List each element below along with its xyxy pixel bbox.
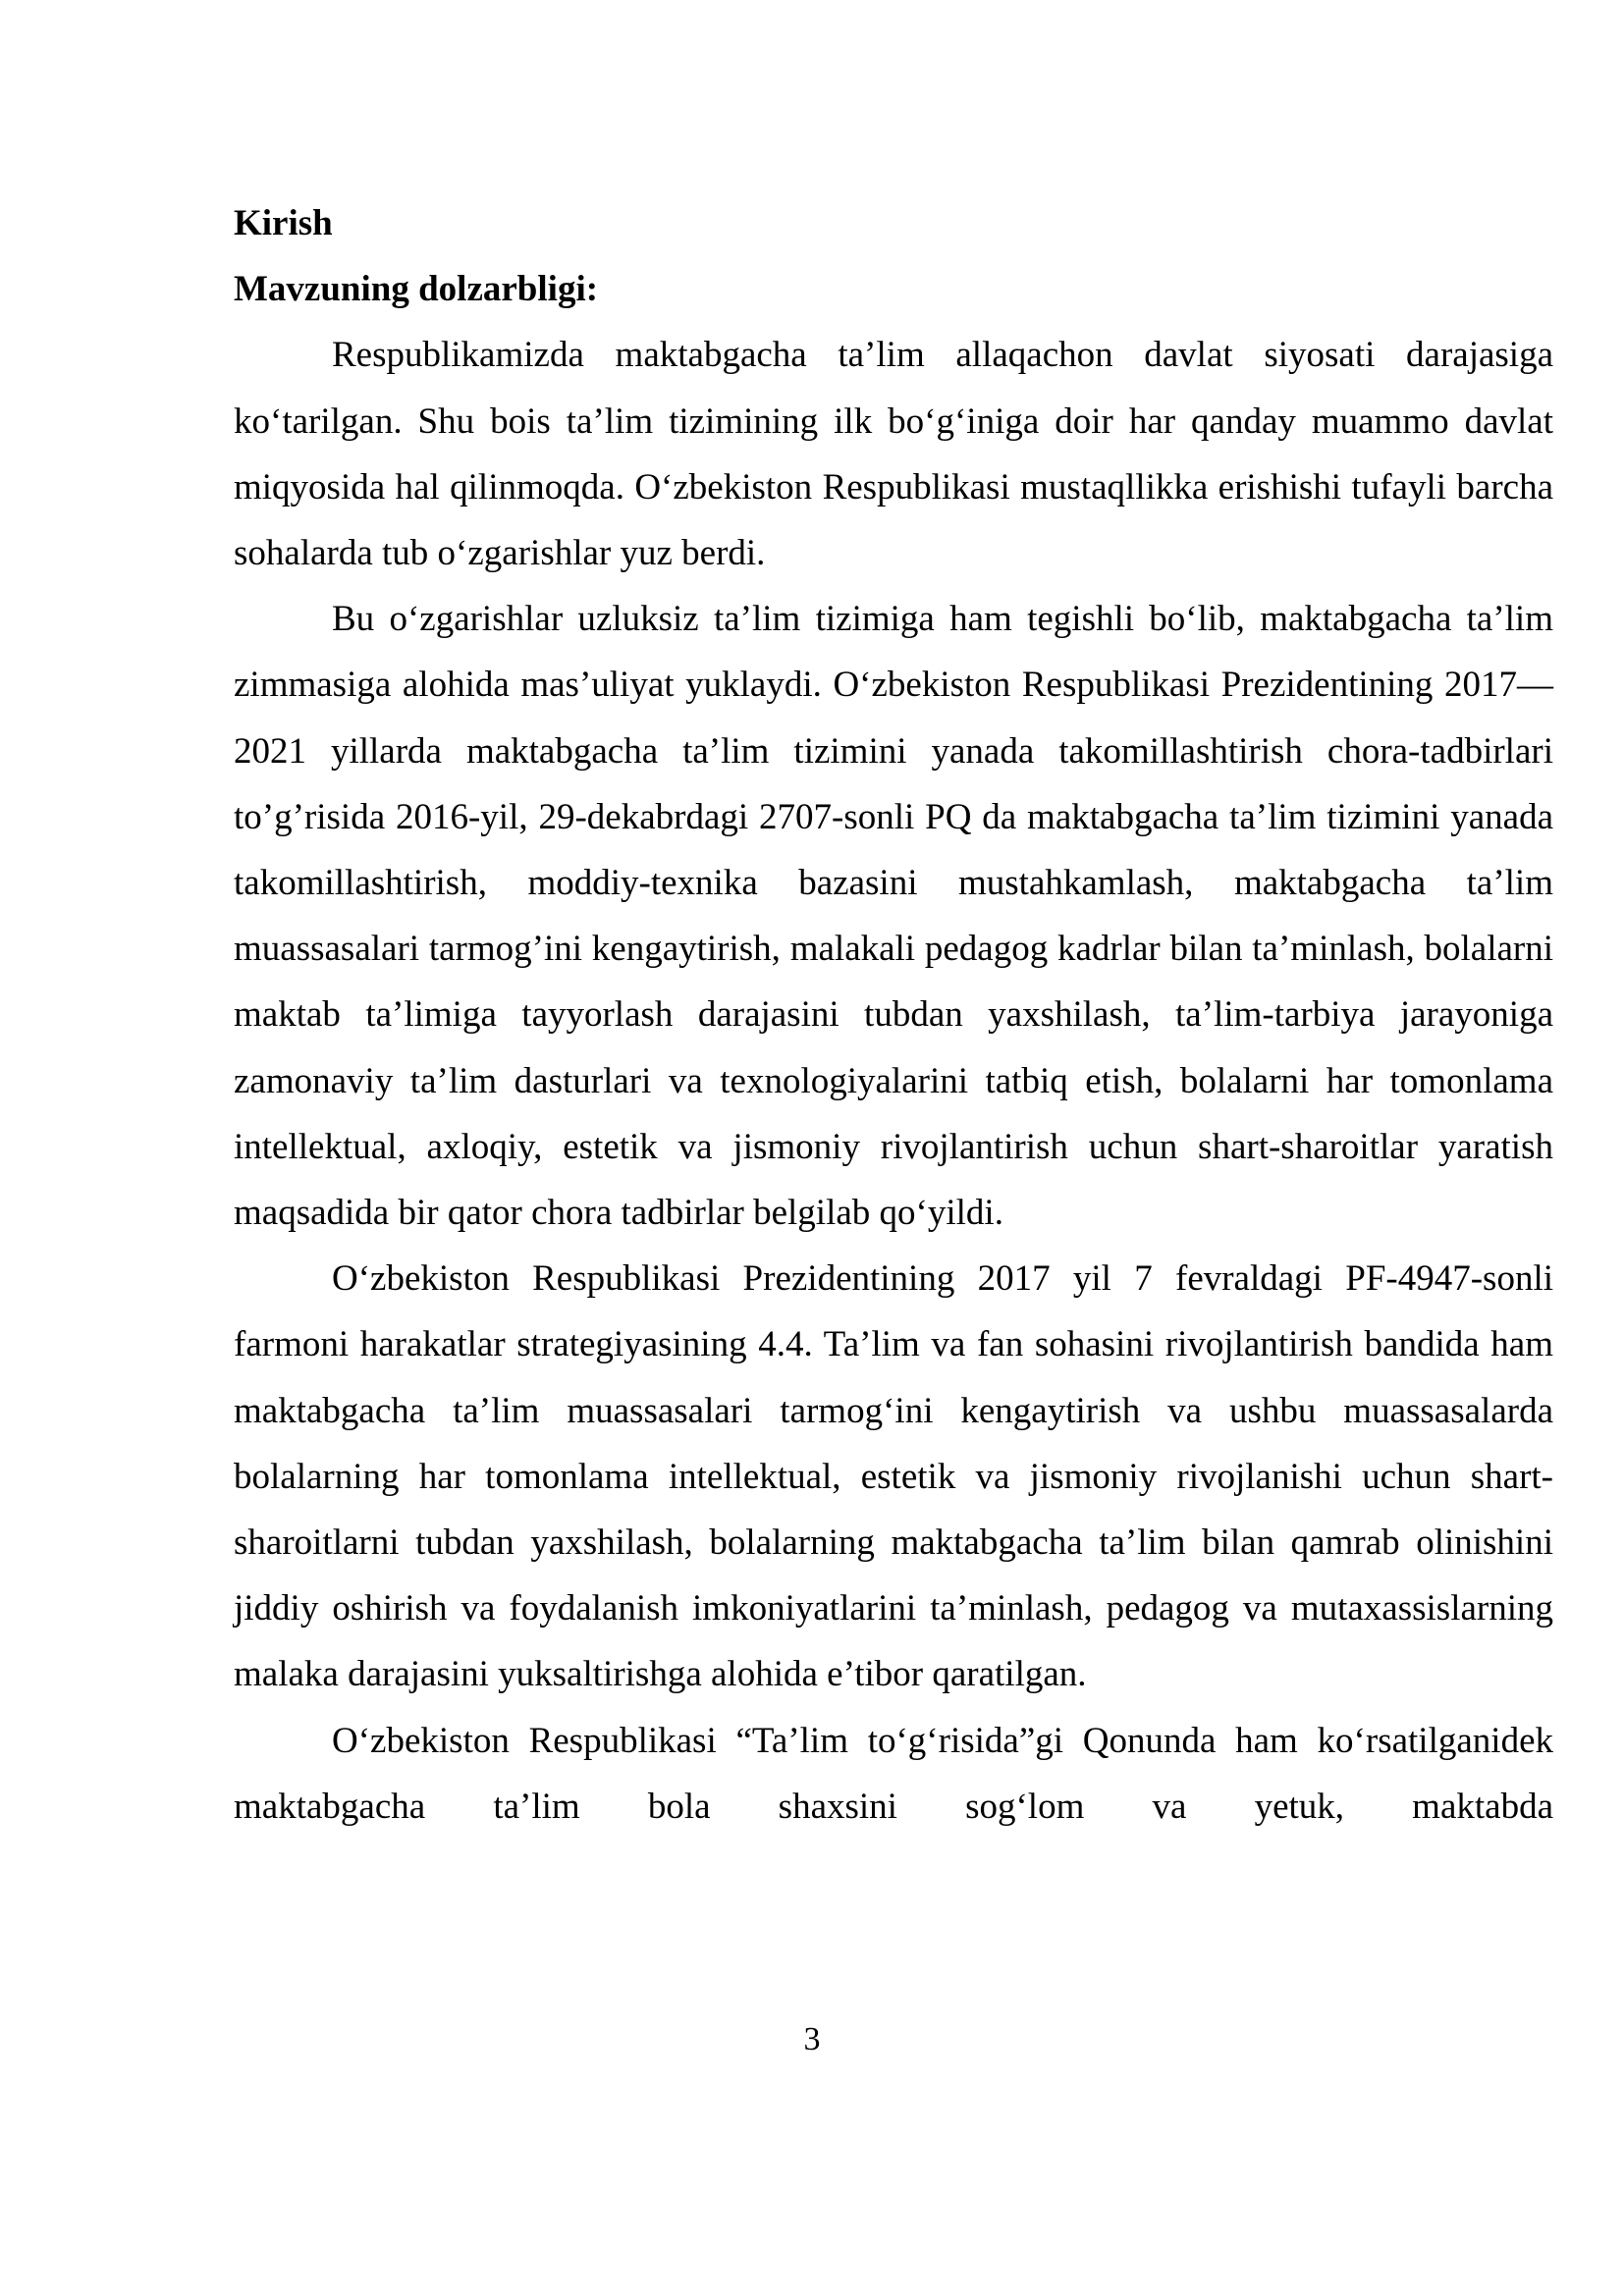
- section-heading-intro: Kirish: [234, 203, 333, 243]
- paragraph-3: O‘zbekiston Respublikasi Prezidentining 2017 yil 7 fevraldagi PF-4947-sonli farmoni harakatlar strategiyasining 4.4. Ta’lim va fan sohasini rivojlantirish bandida ham maktabgacha ta’lim muassasalari tarmog‘ini kengaytirish va ushbu muassasalarda bolalarning har tomonlama intellektual, estetik va jismoniy rivojlanishi uchun shart-sharoitlarni tubdan yaxshilash, bolalarning maktabgacha ta’lim bilan qamrab olinishini jiddiy oshirish va foydalanish imkoniyatlarini ta’minlash, pedagog va mutaxassislarning malaka darajasini yuksaltirishga alohida e’tibor qaratilgan.: [234, 1258, 1553, 1695]
- page-content: [234, 190, 1553, 1840]
- paragraph-2: Bu o‘zgarishlar uzluksiz ta’lim tizimiga ham tegishli bo‘lib, maktabgacha ta’lim zimmasiga alohida mas’uliyat yuklaydi. O‘zbekiston Respublikasi Prezidentining 2017—2021 yillarda maktabgacha ta’lim tizimini yanada takomillashtirish chora-tadbirlari to’g’risida 2016-yil, 29-dekabrdagi 2707-sonli PQ da maktabgacha ta’lim tizimini yanada takomillashtirish, moddiy-texnika bazasini mustahkamlash, maktabgacha ta’lim muassasalari tarmog’ini kengaytirish, malakali pedagog kadrlar bilan ta’minlash, bolalarni maktab ta’limiga tayyorlash darajasini tubdan yaxshilash, ta’lim-tarbiya jarayoniga zamonaviy ta’lim dasturlari va texnologiyalarini tatbiq etish, bolalarni har tomonlama intellektual, axloqiy, estetik va jismoniy rivojlantirish uchun shart-sharoitlar yaratish maqsadida bir qator chora tadbirlar belgilab qo‘yildi.: [234, 599, 1553, 1234]
- page-number: 3: [803, 2021, 821, 2057]
- paragraph-1: Respublikamizda maktabgacha ta’lim allaqachon davlat siyosati darajasiga ko‘tarilgan. Shu bois ta’lim tizimining ilk bo‘g‘iniga doir har qanday muammo davlat miqyosida hal qilinmoqda. O‘zbekiston Respublikasi mustaqllikka erishishi tufayli barcha sohalarda tub o‘zgarishlar yuz berdi.: [234, 335, 1553, 574]
- paragraph-4: O‘zbekiston Respublikasi “Ta’lim to‘g‘risida”gi Qonunda ham ko‘rsatilganidek maktabgacha ta’lim bola shaxsini sog‘lom va yetuk, maktabda: [234, 1720, 1553, 1827]
- section-heading-relevance: Mavzuning dolzarbligi:: [234, 269, 599, 310]
